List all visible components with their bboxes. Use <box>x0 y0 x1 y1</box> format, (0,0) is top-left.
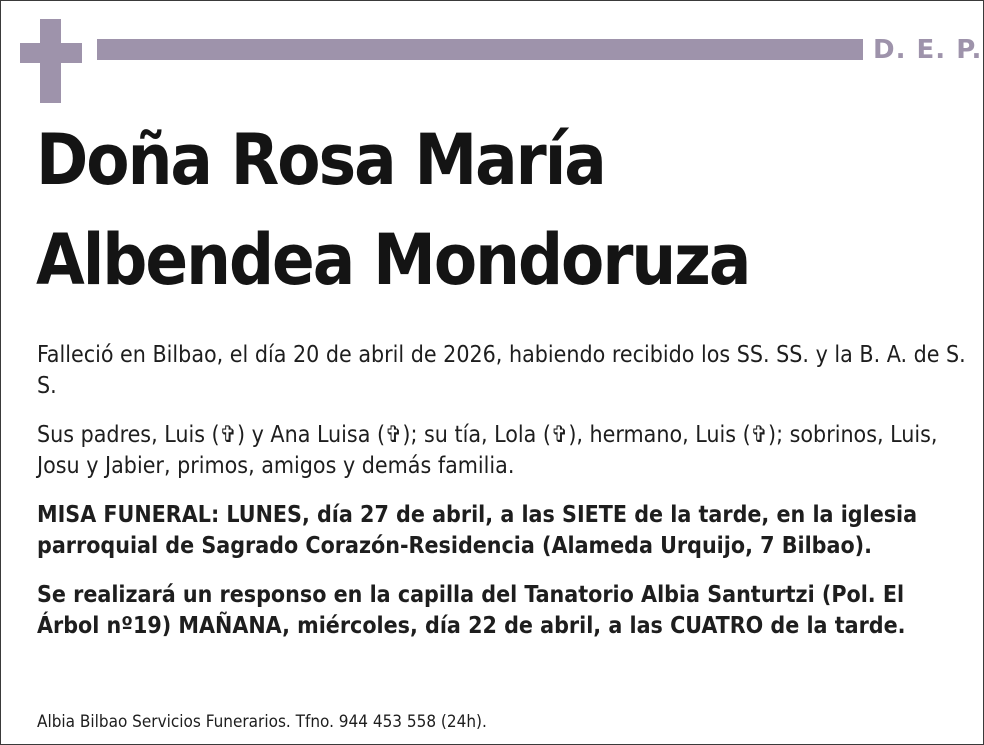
family-paragraph: Sus padres, Luis (✞) y Ana Luisa (✞); su tía, Lola (✞), hermano, Luis (✞); sobrinos, Luis, Josu y Jabier, primos, amigos y demás familia. <box>37 422 938 479</box>
cross-icon <box>20 19 82 103</box>
funeral-mass-paragraph: MISA FUNERAL: LUNES, día 27 de abril, a las SIETE de la tarde, en la iglesia parroquial de Sagrado Corazón-Residencia (Alameda Urquijo, 7 Bilbao). <box>37 502 918 559</box>
death-notice-paragraph: Falleció en Bilbao, el día 20 de abril de 2026, habiendo recibido los SS. SS. y la B. A. de S. S. <box>37 342 966 399</box>
funeral-home-footer: Albia Bilbao Servicios Funerarios. Tfno. 944 453 558 (24h). <box>37 712 487 732</box>
header-rule <box>97 39 863 60</box>
dep-label: D. E. P. <box>873 35 983 65</box>
deceased-name-line2: Albendea Mondoruza <box>36 219 750 301</box>
responsory-paragraph: Se realizará un responso en la capilla del Tanatorio Albia Santurtzi (Pol. El Árbol nº19) MAÑANA, miércoles, día 22 de abril, a las CUATRO de la tarde. <box>37 582 906 639</box>
deceased-name-line1: Doña Rosa María <box>36 119 605 201</box>
